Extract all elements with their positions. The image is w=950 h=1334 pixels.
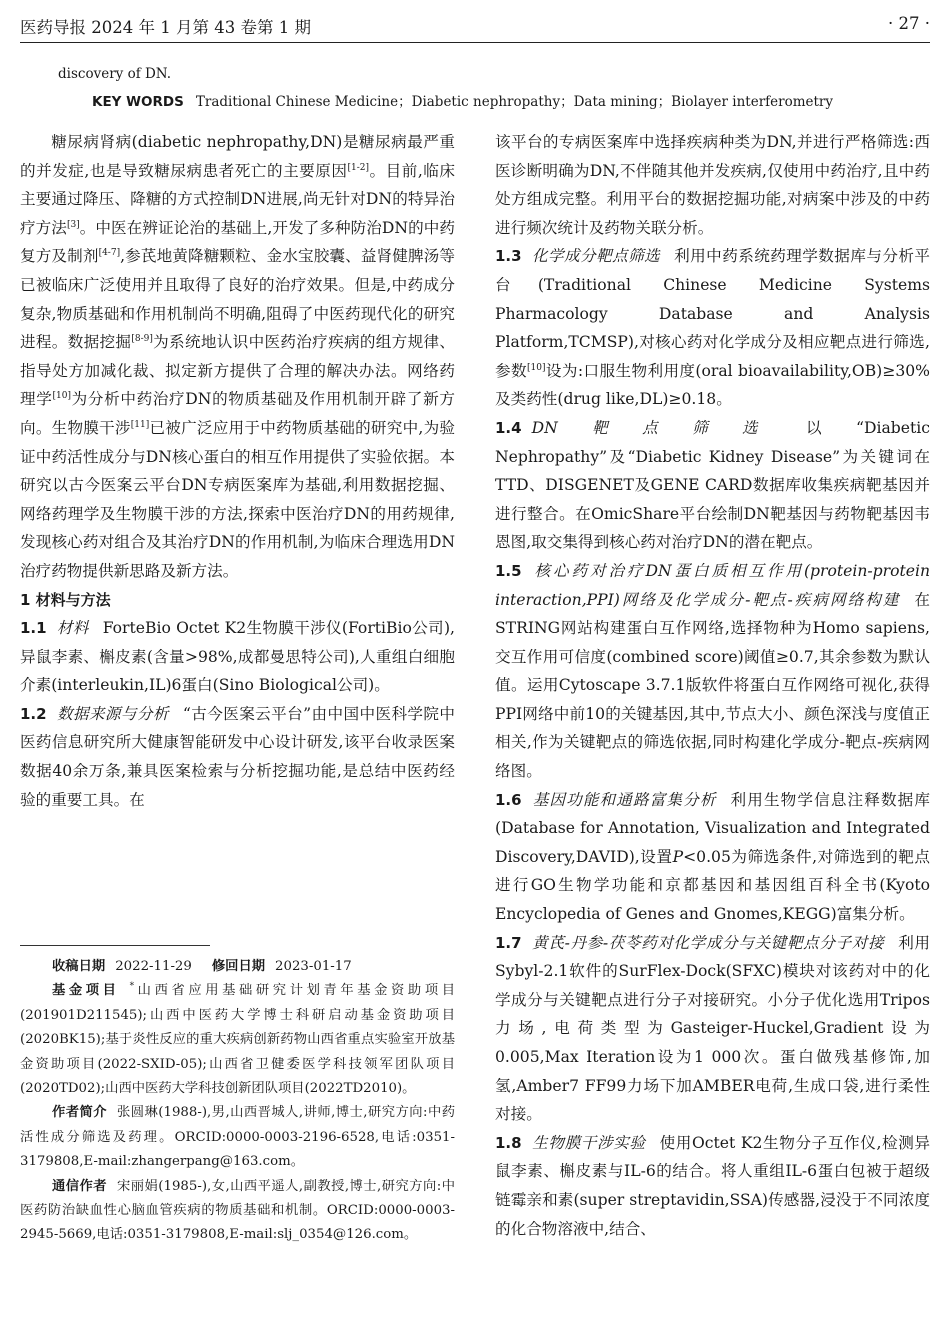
continued-paragraph: 该平台的专病医案库中选择疾病种类为DN,并进行严格筛选:西医诊断明确为DN,不伴随其他并发疾病,仅使用中药治疗,且中药处方组成完整。利用平台的数据挖掘功能,对病案中涉及的中药进行频次统计及药物关联分析。 — [495, 133, 930, 237]
subsection-1-7: 1.7 黄芪-丹参-茯苓药对化学成分与关键靶点分子对接 利用Sybyl-2.1软件的SurFlex-Dock(SFXC)模块对该药对中的化学成分与关键靶点进行分子对接研究。小分子优化选用Tripos力场,电荷类型为Gasteiger-Huckel,Gradient设为0.005,Max Iteration设为1 000次。蛋白做残基修饰,加氢,Amber7 FF99力场下加AMBER电荷,生成口袋,进行柔性对接。 — [495, 933, 930, 1124]
subsection-1-3: 1.3 化学成分靶点筛选 利用中药系统药理学数据库与分析平台(Traditional Chinese Medicine Systems Pharmacology Database and Analysis Platform,TCMSP),对核心药对化学成分及相应靶点进行筛选,参数[10]设为:口服生物利用度(oral bioavailability,OB)≥30%及类药性(drug like,DL)≥0.18。 — [495, 247, 930, 409]
footnote-dates: 收稿日期 2022-11-29 修回日期 2023-01-17 — [52, 959, 352, 974]
subsection-1-8: 1.8 生物膜干涉实验 使用Octet K2生物分子互作仪,检测异鼠李素、槲皮素与IL-6的结合。将人重组IL-6蛋白包被于超级链霉亲和素(super streptavidin,SSA)传感器,浸没于不同浓度的化合物溶液中,结合、 — [495, 1133, 931, 1238]
keywords-text: Traditional Chinese Medicine；Diabetic nephropathy；Data mining；Biolayer interferometry — [195, 94, 834, 110]
right-column — [495, 128, 930, 1243]
abstract-tail: discovery of DN. — [58, 66, 172, 82]
subsection-1-2: 1.2 数据来源与分析 “古今医案云平台”由中国中医科学院中医药信息研究所大健康智能研发中心设计研发,该平台收录医案数据40余万条,兼具医案检索与分析挖掘功能,是总结中医药经验的重要工具。在 — [20, 704, 455, 809]
subsection-1-4: 1.4 DN靶点筛选 以“Diabetic Nephropathy”及“Diabetic Kidney Disease”为关键词在TTD、DISGENET及GENE CARD数据库收集疾病靶基因并进行整合。在OmicShare平台绘制DN靶基因与药物靶基因韦恩图,取交集得到核心药对治疗DN的潜在靶点。 — [495, 418, 930, 552]
left-column — [20, 128, 455, 814]
footnotes — [20, 955, 455, 1248]
subsection-1-1: 1.1 材料 ForteBio Octet K2生物膜干涉仪(FortiBio公司),异鼠李素、槲皮素(含量>98%,成都曼思特公司),人重组白细胞介素(interleukin,IL)6蛋白(Sino Biological公司)。 — [20, 619, 455, 695]
page-header — [20, 8, 930, 43]
footnote-author: 作者简介 张圆琳(1988-),男,山西晋城人,讲师,博士,研究方向:中药活性成分筛选及药理。ORCID:0000-0003-2196-6528,电话:0351-3179808,E-mail:zhangerpang@163.com。 — [20, 1105, 456, 1170]
keywords — [92, 90, 833, 110]
footnote-fund: 基金项目 *山西省应用基础研究计划青年基金资助项目(201901D211545);山西中医药大学博士科研启动基金资助项目(2020BK15);基于炎性反应的重大疾病创新药物山西省重点实验室开放基金资助项目(2022-SXID-05);山西省卫健委医学科技领军团队项目(2020TD02);山西中医药大学科技创新团队项目(2022TD2010)。 — [20, 981, 456, 1097]
intro-paragraph: 糖尿病肾病(diabetic nephropathy,DN)是糖尿病最严重的并发症,也是导致糖尿病患者死亡的主要原因[1-2]。目前,临床主要通过降压、降糖的方式控制DN进展,尚无针对DN的特异治疗方法[3]。中医在辨证论治的基础上,开发了多种防治DN的中药复方及制剂[4-7],参芪地黄降糖颗粒、金水宝胶囊、益肾健脾汤等已被临床广泛使用并且取得了良好的治疗效果。但是,中药成分复杂,物质基础和作用机制尚不明确,阻碍了中医药现代化的研究进程。数据挖掘[8-9]为系统地认识中医药治疗疾病的组方规律、指导处方加减化裁、拟定新方提供了合理的解决办法。网络药理学[10]为分析中药治疗DN的物质基础及作用机制开辟了新方向。生物膜干涉[11]已被广泛应用于中药物质基础的研究中,为验证中药活性成分与DN核心蛋白的相互作用提供了实验依据。本研究以古今医案云平台DN专病医案库为基础,利用数据挖掘、网络药理学及生物膜干涉的方法,探索中医治疗DN的用药规律,发现核心药对组合及其治疗DN的作用机制,为临床合理选用DN治疗药物提供新思路及新方法。 — [20, 133, 455, 580]
keywords-label: KEY WORDS — [92, 94, 184, 110]
subsection-1-6: 1.6 基因功能和通路富集分析 利用生物学信息注释数据库(Database for Annotation, Visualization and Integrated Discovery,DAVID),设置P<0.05为筛选条件,对筛选到的靶点进行GO生物学功能和京都基因和基因组百科全书(Kyoto Encyclopedia of Genes and Gnomes,KEGG)富集分析。 — [495, 790, 930, 924]
page-number: · 27 · — [888, 14, 930, 33]
journal-info: 医药导报 2024 年 1 月第 43 卷第 1 期 — [20, 18, 311, 37]
section-heading-methods: 1 材料与方法 — [20, 590, 111, 609]
footnote-divider — [20, 945, 210, 946]
footnote-corresponding: 通信作者 宋丽娟(1985-),女,山西平遥人,副教授,博士,研究方向:中医药防治缺血性心脑血管疾病的物质基础和机制。ORCID:0000-0003-2945-5669,电话:0351-3179808,E-mail:slj_0354@126.com。 — [20, 1178, 456, 1243]
subsection-1-5: 1.5 核心药对治疗DN蛋白质相互作用(protein-protein interaction,PPI)网络及化学成分-靶点-疾病网络构建 在STRING网站构建蛋白互作网络,选择物种为Homo sapiens,交互作用可信度(combined score)阈值≥0.7,其余参数为默认值。运用Cytoscape 3.7.1版软件将蛋白互作网络可视化,获得PPI网络中前10的关键基因,其中,节点大小、颜色深浅与度值正相关,作为关键靶点的筛选依据,同时构建化学成分-靶点-疾病网络图。 — [495, 561, 930, 781]
